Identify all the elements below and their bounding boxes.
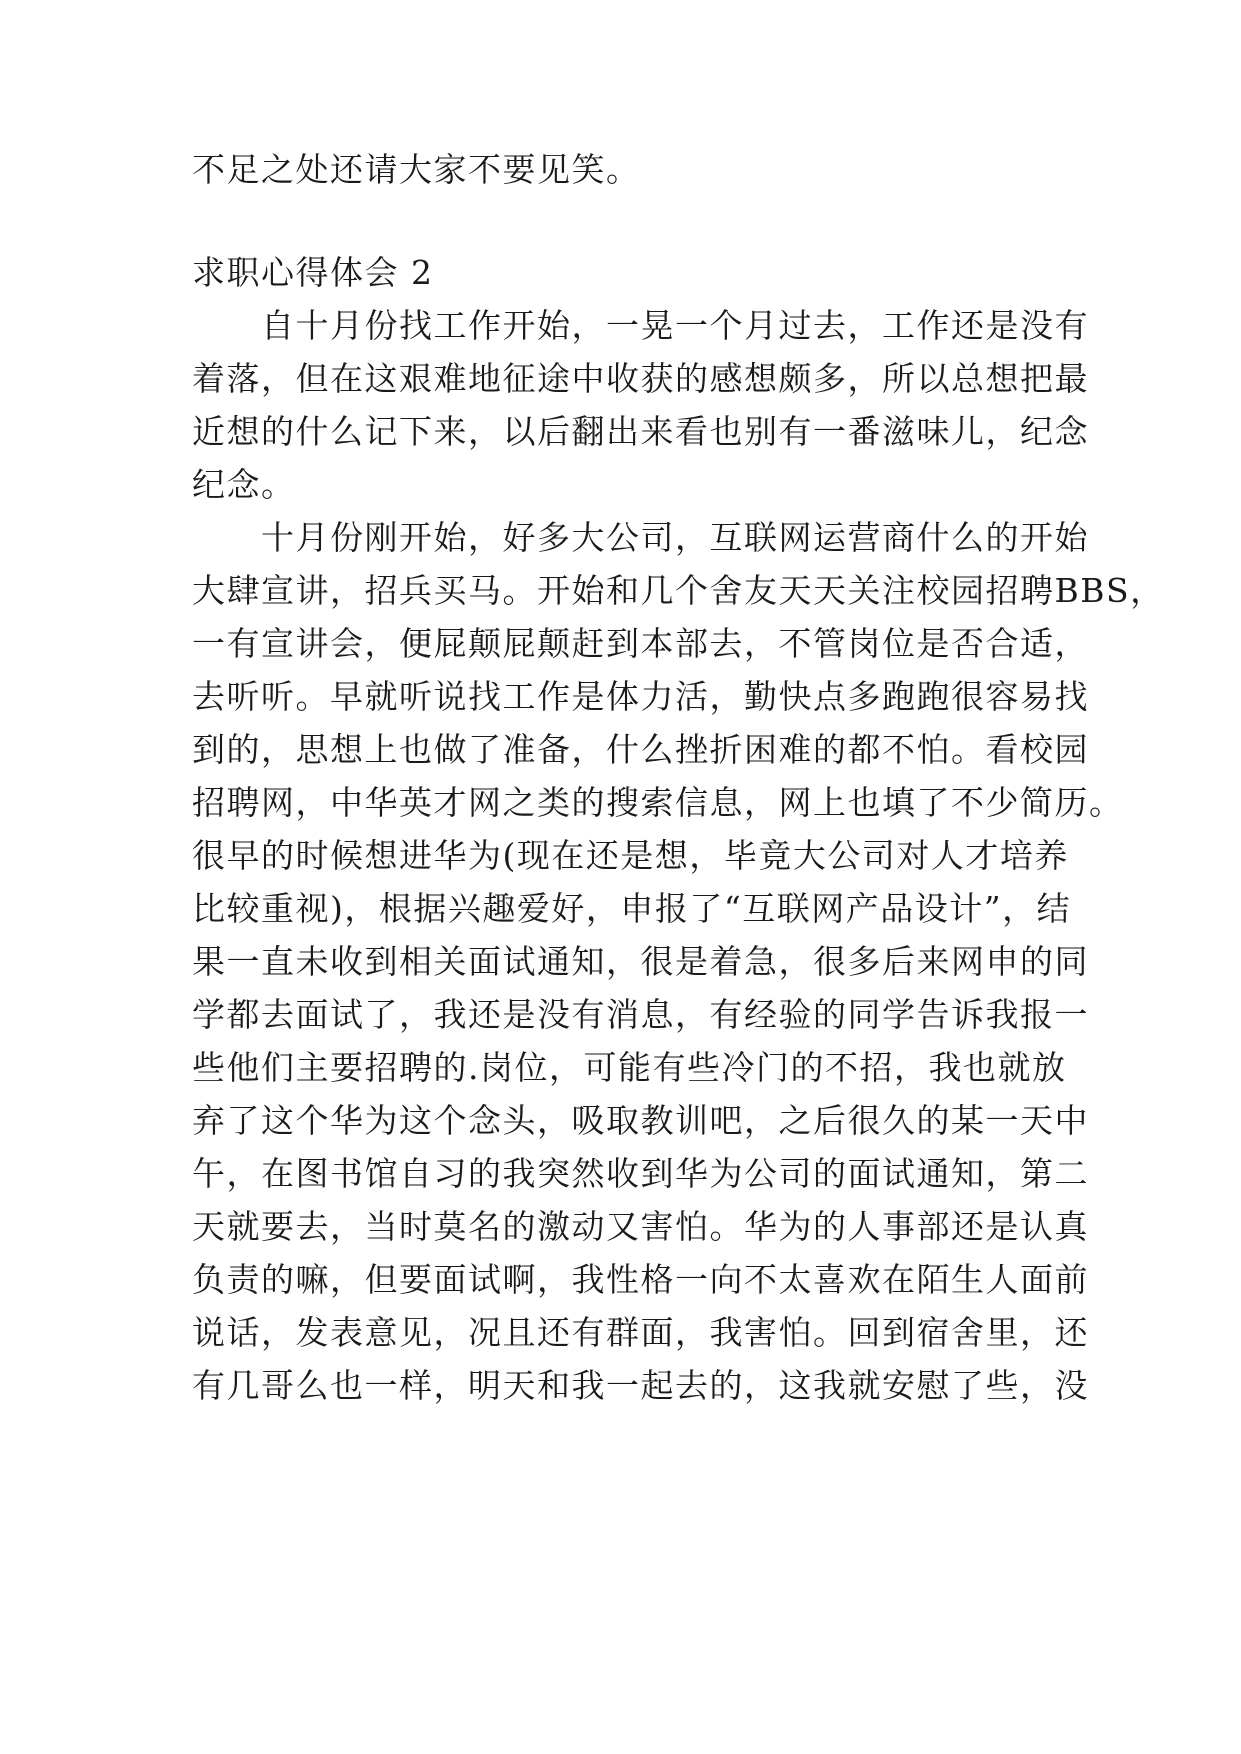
paragraph-1-line: 自十月份找工作开始，一晃一个月过去，工作还是没有 (192, 306, 1089, 345)
paragraph-2-line: 很早的时候想进华为(现在还是想，毕竟大公司对人才培养 (192, 836, 1069, 875)
paragraph-2-line: 比较重视)，根据兴趣爱好，申报了“互联网产品设计”，结 (192, 889, 1072, 928)
paragraph-2-line: 学都去面试了，我还是没有消息，有经验的同学告诉我报一 (192, 995, 1089, 1034)
paragraph-2-line: 十月份刚开始，好多大公司，互联网运营商什么的开始 (192, 518, 1089, 557)
paragraph-2-line: 午，在图书馆自习的我突然收到华为公司的面试通知，第二 (192, 1154, 1089, 1193)
paragraph-2-line: 去听听。早就听说找工作是体力活，勤快点多跑跑很容易找 (192, 677, 1089, 716)
paragraph-2-line: 天就要去，当时莫名的激动又害怕。华为的人事部还是认真 (192, 1207, 1089, 1246)
section-title: 求职心得体会 2 (192, 253, 434, 292)
paragraph-2-line: 到的，思想上也做了准备，什么挫折困难的都不怕。看校园 (192, 730, 1089, 769)
paragraph-2-line: 弃了这个华为这个念头，吸取教训吧，之后很久的某一天中 (192, 1101, 1089, 1140)
paragraph-2-line: 说话，发表意见，况且还有群面，我害怕。回到宿舍里，还 (192, 1313, 1089, 1352)
paragraph-1-line: 着落，但在这艰难地征途中收获的感想颇多，所以总想把最 (192, 359, 1089, 398)
paragraph-2-line: 负责的嘛，但要面试啊，我性格一向不太喜欢在陌生人面前 (192, 1260, 1089, 1299)
intro-tail-line: 不足之处还请大家不要见笑。 (192, 150, 641, 189)
paragraph-2-line: 一有宣讲会，便屁颠屁颠赶到本部去，不管岗位是否合适， (192, 624, 1089, 663)
paragraph-1-line: 近想的什么记下来，以后翻出来看也别有一番滋味儿，纪念 (192, 412, 1089, 451)
paragraph-2-line: 大肆宣讲，招兵买马。开始和几个舍友天天关注校园招聘BBS， (192, 571, 1165, 610)
paragraph-2-line: 些他们主要招聘的.岗位，可能有些冷门的不招，我也就放 (192, 1048, 1067, 1087)
paragraph-1-line: 纪念。 (192, 465, 296, 504)
paragraph-2-line: 有几哥么也一样，明天和我一起去的，这我就安慰了些，没 (192, 1366, 1089, 1405)
paragraph-2-line: 招聘网，中华英才网之类的搜索信息，网上也填了不少简历。 (192, 783, 1124, 822)
paragraph-2-line: 果一直未收到相关面试通知，很是着急，很多后来网申的同 (192, 942, 1089, 981)
